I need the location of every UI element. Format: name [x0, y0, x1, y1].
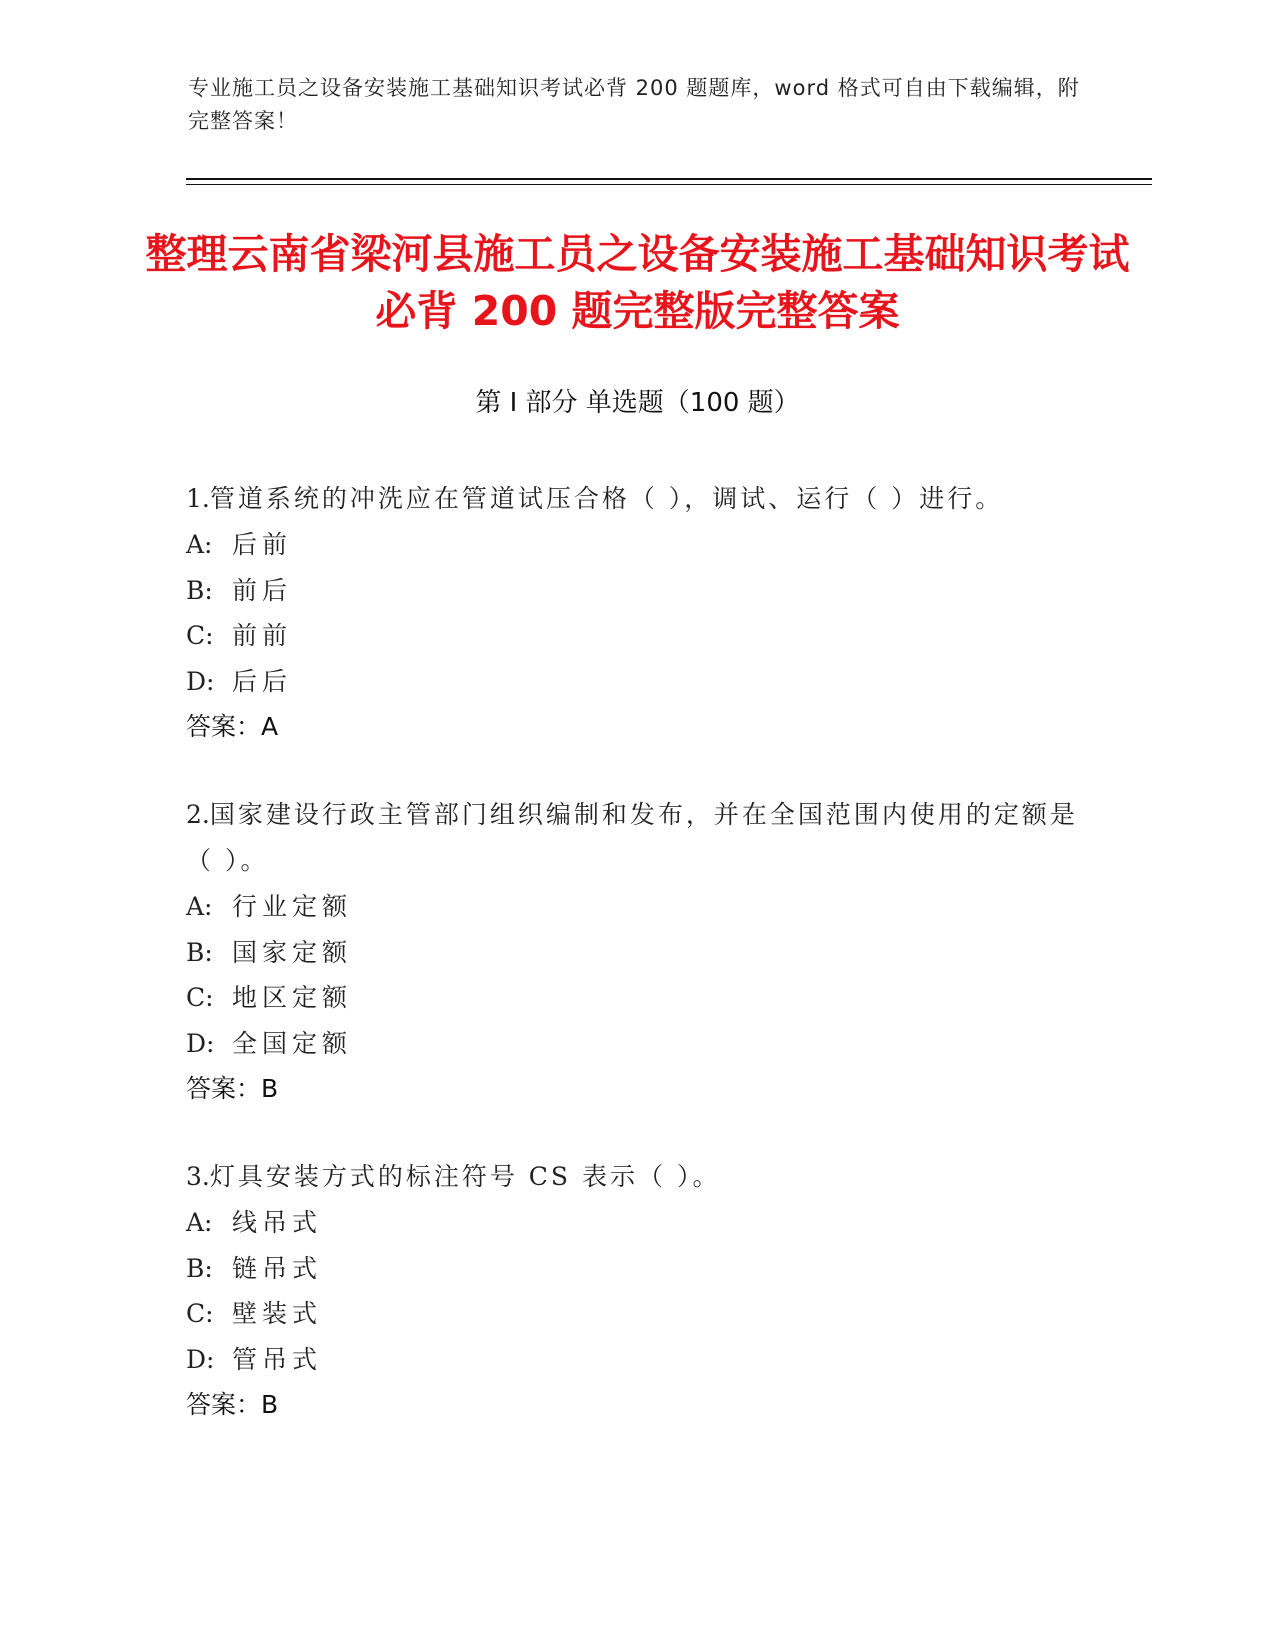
- answer-label: 答案：: [186, 1074, 262, 1103]
- option-letter: D:: [186, 1028, 215, 1058]
- option-letter: A:: [186, 530, 213, 559]
- answer-value: B: [261, 1390, 279, 1419]
- option-letter: B:: [186, 575, 213, 605]
- option-letter: B:: [186, 1253, 213, 1283]
- document-title: 整理云南省梁河县施工员之设备安装施工基础知识考试必背 200 题完整版完整答案: [145, 230, 1130, 335]
- option-a: [186, 1200, 1086, 1246]
- header-rule-thin: [186, 184, 1152, 185]
- answer-line: [186, 1066, 1086, 1112]
- question-1: [186, 476, 1086, 750]
- option-text: 前后: [232, 575, 293, 605]
- option-text: 全国定额: [232, 1028, 353, 1058]
- answer-label: 答案：: [186, 712, 262, 741]
- answer-line: [186, 704, 1086, 750]
- question-number: 2.: [186, 800, 210, 829]
- question-3: [186, 1154, 1086, 1428]
- header-rule-thick: [186, 178, 1152, 180]
- option-letter: C:: [186, 621, 214, 650]
- question-body: 灯具安装方式的标注符号 CS 表示（ ）。: [209, 1162, 721, 1191]
- option-c: [186, 1291, 1086, 1337]
- option-b: [186, 1246, 1086, 1292]
- option-b: [186, 568, 1086, 614]
- option-letter: D:: [186, 666, 215, 696]
- option-letter: C:: [186, 1299, 214, 1328]
- question-text: [186, 792, 1086, 884]
- option-d: [186, 1021, 1086, 1067]
- option-letter: D:: [186, 1344, 215, 1374]
- question-number: 3.: [186, 1162, 210, 1191]
- option-d: [186, 659, 1086, 705]
- option-text: 线吊式: [232, 1208, 323, 1237]
- section-heading: 第 I 部分 单选题（100 题）: [475, 388, 800, 418]
- question-text: [186, 1154, 1086, 1200]
- option-letter: B:: [186, 937, 213, 967]
- answer-value: A: [261, 712, 279, 741]
- answer-value: B: [261, 1074, 279, 1103]
- question-text: [186, 476, 1086, 522]
- option-c: [186, 975, 1086, 1021]
- option-d: [186, 1337, 1086, 1383]
- question-list: [186, 476, 1086, 1470]
- option-letter: A:: [186, 892, 213, 921]
- option-c: [186, 613, 1086, 659]
- option-text: 管吊式: [232, 1344, 323, 1374]
- question-body: 管道系统的冲洗应在管道试压合格（ ），调试、运行（ ）进行。: [209, 484, 1004, 513]
- header-note: 专业施工员之设备安装施工基础知识考试必背 200 题题库，word 格式可自由下载编辑，附完整答案！: [188, 76, 1080, 133]
- option-text: 地区定额: [232, 983, 353, 1012]
- option-letter: A:: [186, 1208, 213, 1237]
- option-text: 后后: [232, 666, 293, 696]
- option-text: 行业定额: [232, 892, 353, 921]
- option-b: [186, 930, 1086, 976]
- option-text: 后前: [232, 530, 293, 559]
- question-body: 国家建设行政主管部门组织编制和发布，并在全国范围内使用的定额是（ ）。: [186, 800, 1078, 875]
- answer-label: 答案：: [186, 1390, 262, 1419]
- option-text: 链吊式: [232, 1253, 323, 1283]
- answer-line: [186, 1382, 1086, 1428]
- option-text: 国家定额: [232, 937, 353, 967]
- question-number: 1.: [186, 484, 210, 513]
- option-text: 前前: [232, 621, 293, 650]
- option-a: [186, 522, 1086, 568]
- option-text: 壁装式: [232, 1299, 323, 1328]
- question-2: [186, 792, 1086, 1112]
- option-a: [186, 884, 1086, 930]
- option-letter: C:: [186, 983, 214, 1012]
